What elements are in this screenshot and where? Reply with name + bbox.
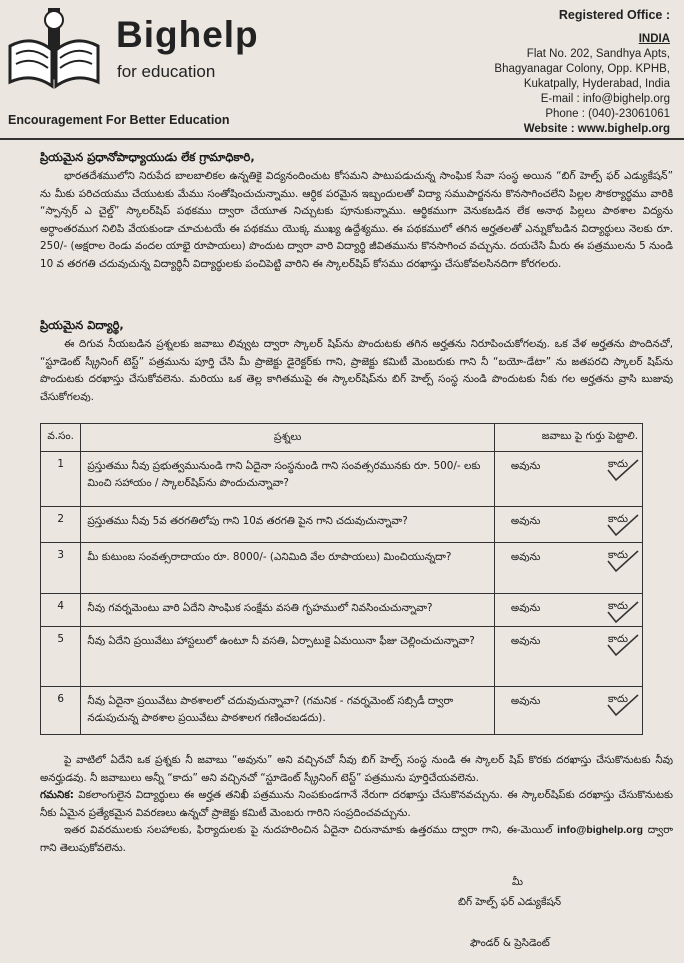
yes-option[interactable]: అవును	[510, 635, 541, 647]
row-question: నీవు గవర్నమెంటు వారి ఏదేని సాంఘిక సంక్షేమ వసతి గృహములో నివసించుచున్నావా?	[81, 594, 494, 627]
closing-paragraphs	[40, 752, 673, 857]
row-sno: 4	[41, 594, 81, 627]
row-answer	[494, 627, 642, 687]
table-row	[41, 627, 643, 687]
no-option[interactable]: కాదు	[608, 600, 628, 612]
eligibility-table	[40, 423, 643, 735]
office-country: INDIA	[638, 33, 670, 45]
header-answer: జవాబు పై గుర్తు పెట్టాలి.	[494, 424, 642, 452]
yes-option[interactable]: అవును	[510, 460, 541, 472]
intro-paragraph	[40, 168, 673, 273]
row-sno: 1	[41, 452, 81, 507]
office-address-line: Kukatpally, Hyderabad, India	[523, 78, 670, 90]
contact-paragraph	[40, 822, 673, 857]
table-row	[41, 507, 643, 543]
note-paragraph	[40, 787, 673, 822]
table-header-row	[41, 424, 643, 452]
header-sno: వ.సం.	[41, 424, 81, 452]
signature-title: ఫౌండర్ & ప్రెసిడెంట్	[470, 937, 550, 949]
row-question: నీవు ఏదేని ప్రయివేటు హాస్టలులో ఉంటూ నీ వసతి, ఏర్పాటుకై ఏమయినా ఫీజు చెల్లించుచున్నావా?	[81, 627, 494, 687]
table-row	[41, 687, 643, 735]
brand-name: Bighelp	[116, 14, 259, 55]
checkmark-icon	[604, 511, 640, 539]
checkmark-icon	[604, 547, 640, 575]
row-sno: 3	[41, 543, 81, 594]
salutation-headmaster: ప్రియమైన ప్రధానోపాధ్యాయుడు లేక గ్రామాధికారి,	[40, 150, 255, 164]
intro-paragraph-text: భారతదేశములోని నిరుపేద బాలబాలికల ఉన్నతికై విద్యనందించుట కోసమని పాటుపడుచున్న సాంఘిక సేవా సంస్థ అయిన “బిగ్ హెల్ప్ ఫర్ ఎడ్యుకేషన్” ను మీకు పరిచయము చేయుటకు మేము సంతోషించుచున్నాము. ఆర్ధిక పరమైన ఇబ్బందులతో విద్యా సముపార్జనను కొనసాగించలేని పిల్లల సౌకర్యార్థము వారికి “స్పాన్సర్ ఎ చైల్డ్” స్కాలర్‌షిప్ పథకము ద్వారా చేయూత నిచ్చుటకు పూనుకున్నాము. ఆర్థికముగా వెనుకబడిన లేక అనాథ పిల్లలు పాఠశాల విద్యను అర్ధాంతరముగ నిలిపి వేయకుండా చూచుటయే ఈ పథకము యొక్క ముఖ్య ఉద్దేశ్యము. ఈ పథకములో తగిన అర్హతలతో ఎన్నుకోబడిన విద్యార్థులు నెలకు రూ. 250/- (అక్షరాల రెండు వందల యాభై రూపాయలు) పొందుట ద్వారా వారి విద్యార్థి జీవితమును కొనసాగించ వచ్చును. దయచేసి మీరు ఈ పత్రములను 5 నుండి 10 వ తరగతి చదువుచున్న విద్యార్థినీ విద్యార్థులకు పంచిపెట్టి వారిని ఈ స్కాలర్‌షిప్ కోసము దరఖాస్తు చేసుకోవలసినదిగా కోరగలరు.	[40, 170, 673, 270]
checkmark-icon	[604, 598, 640, 626]
yes-option[interactable]: అవును	[510, 515, 541, 527]
checkmark-icon	[604, 631, 640, 659]
note-text: వికలాంగులైన విద్యార్థులు ఈ అర్హత తనిఖీ పత్రమును నింపకుండగానే నేరుగా దరఖాస్తు చేసుకొనవచ్చును. ఈ స్కాలర్‌షిప్‌కు దరఖాస్తు చేసుకొనుటకు నీకు ఏమైన ప్రత్యేకమైన వివరణలు ఉన్నచో ప్రాజెక్టు కమిటీ మెంబరు గారిని సంప్రదించవచ్చును.	[40, 789, 673, 819]
signature-org: బిగ్ హెల్ప్ ఫర్ ఎడ్యుకేషన్	[458, 896, 562, 908]
row-answer	[494, 687, 642, 735]
no-option[interactable]: కాదు	[608, 549, 628, 561]
row-answer	[494, 543, 642, 594]
header-divider	[0, 138, 684, 140]
checkmark-icon	[604, 691, 640, 719]
header-question: ప్రశ్నలు	[81, 424, 494, 452]
table-row	[41, 452, 643, 507]
contact-text-a: ఇతర వివరములకు సలహాలకు, ఫిర్యాదులకు పై నుదహరించిన ఏదైనా చిరునామాకు ఉత్తరము ద్వారా గాని, ఈ-మెయిల్	[64, 824, 558, 836]
yes-option[interactable]: అవును	[510, 695, 541, 707]
table-row	[41, 594, 643, 627]
bighelp-logo-icon	[8, 6, 100, 98]
student-paragraph	[40, 336, 673, 406]
registered-office-block	[410, 8, 670, 137]
row-question: నీవు ఏదైనా ప్రయివేటు పాఠశాలలో చదువుచున్నావా? (గమనిక - గవర్నమెంట్ సబ్సిడీ ద్వారా నడుపుచున్న పాఠశాల ప్రయివేటు పాఠశాలగ గణించబడదు).	[81, 687, 494, 735]
salutation-student: ప్రియమైన విద్యార్థి,	[40, 318, 124, 332]
row-answer	[494, 594, 642, 627]
yes-option[interactable]: అవును	[510, 602, 541, 614]
yes-option[interactable]: అవును	[510, 551, 541, 563]
row-sno: 6	[41, 687, 81, 735]
office-email: E-mail : info@bighelp.org	[540, 93, 670, 105]
office-address-line: Bhagyanagar Colony, Opp. KPHB,	[494, 63, 670, 75]
signature-closing: మీ	[512, 876, 523, 888]
office-website: Website : www.bighelp.org	[523, 123, 670, 135]
row-sno: 2	[41, 507, 81, 543]
row-answer	[494, 507, 642, 543]
checkmark-icon	[604, 456, 640, 484]
row-question: మీ కుటుంబ సంవత్సరాదాయం రూ. 8000/- (ఎనిమిది వేల రూపాయలు) మించియున్నదా?	[81, 543, 494, 594]
student-paragraph-text: ఈ దిగువ నీయబడిన ప్రశ్నలకు జవాబు లివ్వుట ద్వారా స్కాలర్ షిప్‌ను పొందుటకు తగిన అర్హతను నిరూపించుకోగలవు. ఒక వేళ అర్హతను పొందినచో, “స్టూడెంట్ స్క్రీనింగ్ టెస్ట్” పత్రమును పూర్తి చేసి మీ ప్రాజెక్టు డైరెక్టర్‌కు గాని, ప్రాజెక్టు కమిటీ మెంబరుకు గాని నీ “బయో-డేటా” ను జతపరచి స్కాలర్ షిప్‌ను పొందుటకు దరఖాస్తు చేసుకోవలెను. మరియు ఒక తెల్ల కాగితముపై ఈ స్కాలర్‌షిప్‌ను బిగ్ హెల్ప్ సంస్థ నుండి పొందుటకు నీకు గల అర్హతను వ్రాసి బుజువు చేసుకోగలవు.	[40, 338, 673, 403]
contact-text-b: ద్వారా గాని తెలుపుకోవలెను.	[40, 824, 674, 854]
office-title: Registered Office :	[558, 8, 670, 22]
row-answer	[494, 452, 642, 507]
office-phone: Phone : (040)-23061061	[545, 108, 670, 120]
contact-email-link[interactable]: info@bighelp.org	[557, 825, 643, 836]
office-address-line: Flat No. 202, Sandhya Apts,	[526, 48, 670, 60]
brand-subtitle: for education	[117, 62, 216, 81]
table-row	[41, 543, 643, 594]
row-question: ప్రస్తుతము నీవు 5వ తరగతిలోపు గాని 10వ తరగతి పైన గాని చదువుచున్నావా?	[81, 507, 494, 543]
no-option[interactable]: కాదు	[608, 693, 628, 705]
disqualification-paragraph: పై వాటిలో ఏదేని ఒక ప్రశ్నకు నీ జవాబు “అవును” అని వచ్చినచో నీవు బిగ్ హెల్ప్ సంస్థ నుండి ఈ స్కాలర్ షిప్ కొరకు దరఖాస్తు చేసుకొనుటకు నీవు అనర్హుడవు. నీ జవాబులు అన్నీ “కాదు” అని వచ్చినచో “స్టూడెంట్ స్క్రీనింగ్ టెస్ట్” పత్రమును పూర్తిచేయవలెను.	[40, 754, 673, 784]
row-sno: 5	[41, 627, 81, 687]
no-option[interactable]: కాదు	[608, 633, 628, 645]
no-option[interactable]: కాదు	[608, 513, 628, 525]
no-option[interactable]: కాదు	[608, 458, 628, 470]
note-label: గమనిక:	[40, 789, 74, 801]
tagline: Encouragement For Better Education	[8, 113, 230, 127]
row-question: ప్రస్తుతము నీవు ప్రభుత్వమునుండి గాని ఏదైనా సంస్థనుండి గాని సంవత్సరమునకు రూ. 500/- లకు మించి సహాయం / స్కాలర్‌షిప్‌ను పొందుచున్నావా?	[81, 452, 494, 507]
